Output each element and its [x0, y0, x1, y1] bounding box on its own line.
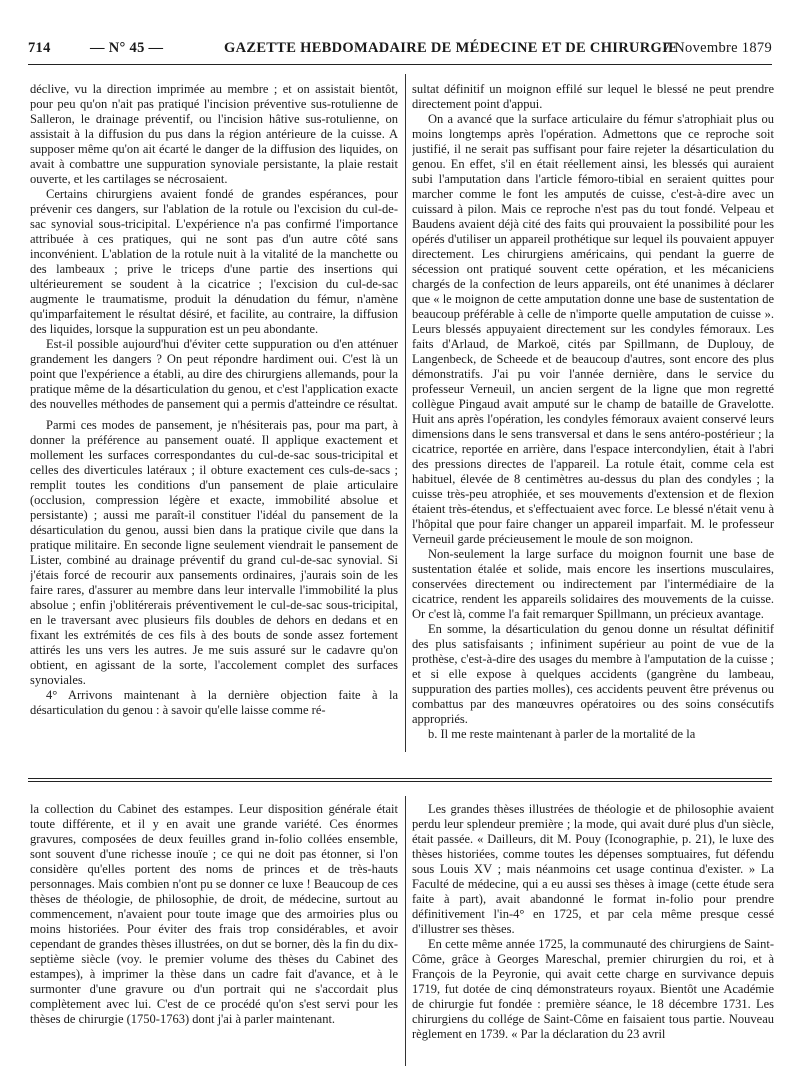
column-divider-top: [405, 74, 406, 752]
journal-title: GAZETTE HEBDOMADAIRE DE MÉDECINE ET DE CHIRURGIE: [224, 40, 679, 56]
paragraph: Les grandes thèses illustrées de théologie et de philosophie avaient perdu leur splendeur première ; la mode, qui avait duré plus d'un siècle, était passée. « Dailleurs, dit M. Pouy (Iconographie, p. 21), le luxe des thèses historiées, comme toutes les dépenses somptuaires, fut défendu sous Louis XV ; mais néanmoins cet usage continua d'exister. » La Faculté de médecine, qui a eu aussi ses thèses à image (cette étude sera faite à part), avait abandonné le format in-folio pour prendre définitivement l'in-4° en 1725, et par cela même presque cessé d'illustrer ses thèses.: [412, 802, 774, 936]
paragraph: En somme, la désarticulation du genou donne un résultat définitif des plus satisfaisants ; infiniment supérieur au point de vue de la prothèse, c'est-à-dire des usages du membre à l'amputation de la cuisse ; et si elle expose à quelques accidents (gangrène du lambeau, suppuration des parties molles), ces accidents peuvent être prévenus ou combattus par des manœuvres opératoires ou des soins consécutifs appropriés.: [412, 622, 774, 726]
column-3: [30, 802, 398, 1064]
page-header: [28, 40, 772, 62]
issue-date: 7 Novembre 1879: [662, 40, 772, 56]
column-4: [412, 802, 774, 1064]
feuilleton-rule: [28, 778, 772, 779]
paragraph: En cette même année 1725, la communauté des chirurgiens de Saint-Côme, grâce à Georges Mareschal, premier chirurgien du roi, et à François de la Peyronie, qui avait cette charge en survivance depuis 1719, fut dotée de cinq démonstrateurs royaux. Bientôt une Académie de chirurgie fut fondée : première séance, le 18 décembre 1731. Les chirurgiens du collége de Saint-Côme en faisaient tous partie. Nouveau règlement en 1739. « Par la déclaration du 23 avril: [412, 937, 774, 1041]
paragraph: Non-seulement la large surface du moignon fournit une base de sustentation étalée et solide, mais encore les insertions musculaires, conservées directement ou indirectement par l'intermédiaire de la cicatrice, rendent les appareils solidaires des mouvements de la cuisse. Or c'est là, comme l'a fait remarquer Spillmann, un précieux avantage.: [412, 547, 774, 621]
paragraph: sultat définitif un moignon effilé sur lequel le blessé ne peut prendre directement point d'appui.: [412, 82, 774, 111]
paragraph: Est-il possible aujourd'hui d'éviter cette suppuration ou d'en atténuer grandement les dangers ? On peut répondre hardiment oui. C'est là un point que l'expérience a établi, au dire des chirurgiens allemands, pour la pratique même de la désarticulation du genou, et c'est l'application exacte des nouvelles méthodes de pansement qui a permis d'atteindre ce résultat.: [30, 337, 398, 411]
issue-number: — N° 45 —: [90, 40, 164, 56]
paragraph: la collection du Cabinet des estampes. Leur disposition générale était toute différente, et il y en avait une grande variété. Ces énormes gravures, composées de deux feuilles grand in-folio collées ensemble, sont souvent d'une richesse inouïe ; ce qui ne doit pas étonner, si l'on considère qu'elles portent des noms de princes et de très-hauts personnages. Mais combien n'ont pu se donner ce luxe ! Beaucoup de ces thèses de théologie, de philosophie, de droit, de médecine, surtout au commencement, n'avaient pour toute image que des armoiries plus ou moins historiées. Pour éviter des frais trop considérables, et avoir cependant de grandes thèses illustrées, on dut se borner, dès la fin du dix-septième siècle (voy. le premier volume des thèses du Cabinet des estampes), à imprimer la thèse dans un cadre fait d'avance, et à le surmonter d'une gravure ou d'un portrait qui ne s'accordait plus complètement avec lui. C'est de ce procédé qu'on s'est servi pour les thèses de chirurgie (1750-1763) dont j'ai à parler maintenant.: [30, 802, 398, 1026]
paragraph: Parmi ces modes de pansement, je n'hésiterais pas, pour ma part, à donner la préférence au pansement ouaté. Il applique exactement et mollement les surfaces correspondantes du cul-de-sac sous-tricipital et celles des diverticules latéraux ; il obture exactement ces culs-de-sacs ; remplit toutes les conditions d'un pansement de plaie articulaire (occlusion, compression légère et exacte, immobilité absolue et persistante) ; aussi me paraît-il constituer l'idéal du pansement de la désarticulation du genou, aussi bien dans la pratique civile que dans la pratique militaire. En seconde ligne seulement viendrait le pansement de Lister, combiné au drainage préventif du grand cul-de-sac synovial. Si j'étais forcé de recourir aux pansements ordinaires, j'aurais soin de les faire rares, d'assurer au membre dans leur intervalle l'immobilité la plus absolue ; enfin j'oblitérerais préventivement le cul-de-sac sous-tricipital, en le traversant avec plusieurs fils doubles de dehors en dedans et en fixant les extrémités de ces fils à des bouts de sonde assez fortement attirés les uns vers les autres. Je me suis assuré sur le cadavre qu'on obtient, en agissant de la sorte, l'accolement complet des surfaces synoviales.: [30, 418, 398, 687]
paragraph: Certains chirurgiens avaient fondé de grandes espérances, pour prévenir ces dangers, sur l'ablation de la rotule ou l'excision du cul-de-sac synovial sous-tricipital. L'expérience n'a pas confirmé l'importance attribuée à ces pratiques, qui ne sont pas d'un autre côté sans inconvénient. L'ablation de la rotule nuit à la vitalité de la manchette ou des lambeaux ; prive le triceps d'une partie des insertions qui ultérieurement se soudent à la cicatrice ; l'excision du cul-de-sac augmente le traumatisme, produit la dénudation du fémur, n'amène qu'imparfaitement le résultat désiré, et facilite, au contraire, la diffusion des liquides, lorsque la suppuration est un peu abondante.: [30, 187, 398, 336]
column-2: [412, 82, 774, 750]
feuilleton-rule-double: [28, 781, 772, 782]
paragraph: On a avancé que la surface articulaire du fémur s'atrophiait plus ou moins longtemps après l'opération. Admettons que ce reproche soit justifié, il ne serait pas suffisant pour faire rejeter la désarticulation du genou. En effet, s'il en était réellement ainsi, les blessés qui auraient subi l'amputation dans l'article fémoro-tibial en seraient quittes pour marcher comme le font les amputés de cuisse, c'est-à-dire avec un cuissard à pilon. Mais ce reproche n'est pas du tout fondé. Velpeau et Baudens avaient déjà cité des faits qui prouvaient la possibilité pour les opérés d'utiliser un appareil prothétique sur lequel ils pouvaient appuyer directement. Les chirurgiens américains, qui pendant la guerre de sécession ont pratiqué souvent cette opération, et les mécaniciens chargés de la confection de leurs appareils, ont été unanimes à déclarer que « le moignon de cette amputation donne une base de sustentation de beaucoup préférable à celle de n'importe quelle amputation de cuisse ». Leurs blessés appuyaient directement sur les condyles fémoraux. Les faits d'Arlaud, de Markoë, cités par Spillmann, de Duplouy, de Langenbeck, de Scheede et de beaucoup d'autres, sont encore des plus démonstratifs. J'ai pu voir l'année dernière, dans le service du professeur Verneuil, un ancien sergent de la ligne que mon regretté collègue Pingaud avait amputé sur le champ de bataille de Gravelotte. Huit ans après l'opération, les condyles fémoraux avaient conservé leurs dimensions dans le sens transversal et dans le sens antéro-postérieur ; la cicatrice, reportée en arrière, dans l'espace intercondylien, était à l'abri des pressions directes de l'appareil. La rotule était, comme cela est habituel, élevée de 8 centimètres au-dessus du plan des condyles ; la cuisse très-peu atrophiée, et ses mouvements d'extension et de flexion étaient très-étendus, et s'effectuaient avec force. Le blessé n'était venu à l'hôpital que pour faire changer un appareil imparfait. M. le professeur Verneuil garde précieusement le moule de son moignon.: [412, 112, 774, 546]
paragraph: 4° Arrivons maintenant à la dernière objection faite à la désarticulation du genou : à savoir qu'elle laisse comme ré-: [30, 688, 398, 717]
header-rule: [28, 64, 772, 65]
column-1: [30, 82, 398, 750]
page-number: 714: [28, 40, 51, 56]
paragraph: déclive, vu la direction imprimée au membre ; et on assistait bientôt, pour peu qu'on n'ait pas pratiqué l'incision préventive sus-rotulienne de Salleron, le drainage préventif, ou l'incision hâtive sus-rotulienne, on assistait à la diffusion du pus dans la région antérieure de la cuisse. A supposer même qu'on ait écarté le danger de la diffusion des liquides, on avait à combattre une suppuration synoviale persistante, la plaie restait ouverte, et les cartilages se nécrosaient.: [30, 82, 398, 186]
paragraph: b. Il me reste maintenant à parler de la mortalité de la: [428, 727, 696, 741]
column-divider-bottom: [405, 796, 406, 1066]
